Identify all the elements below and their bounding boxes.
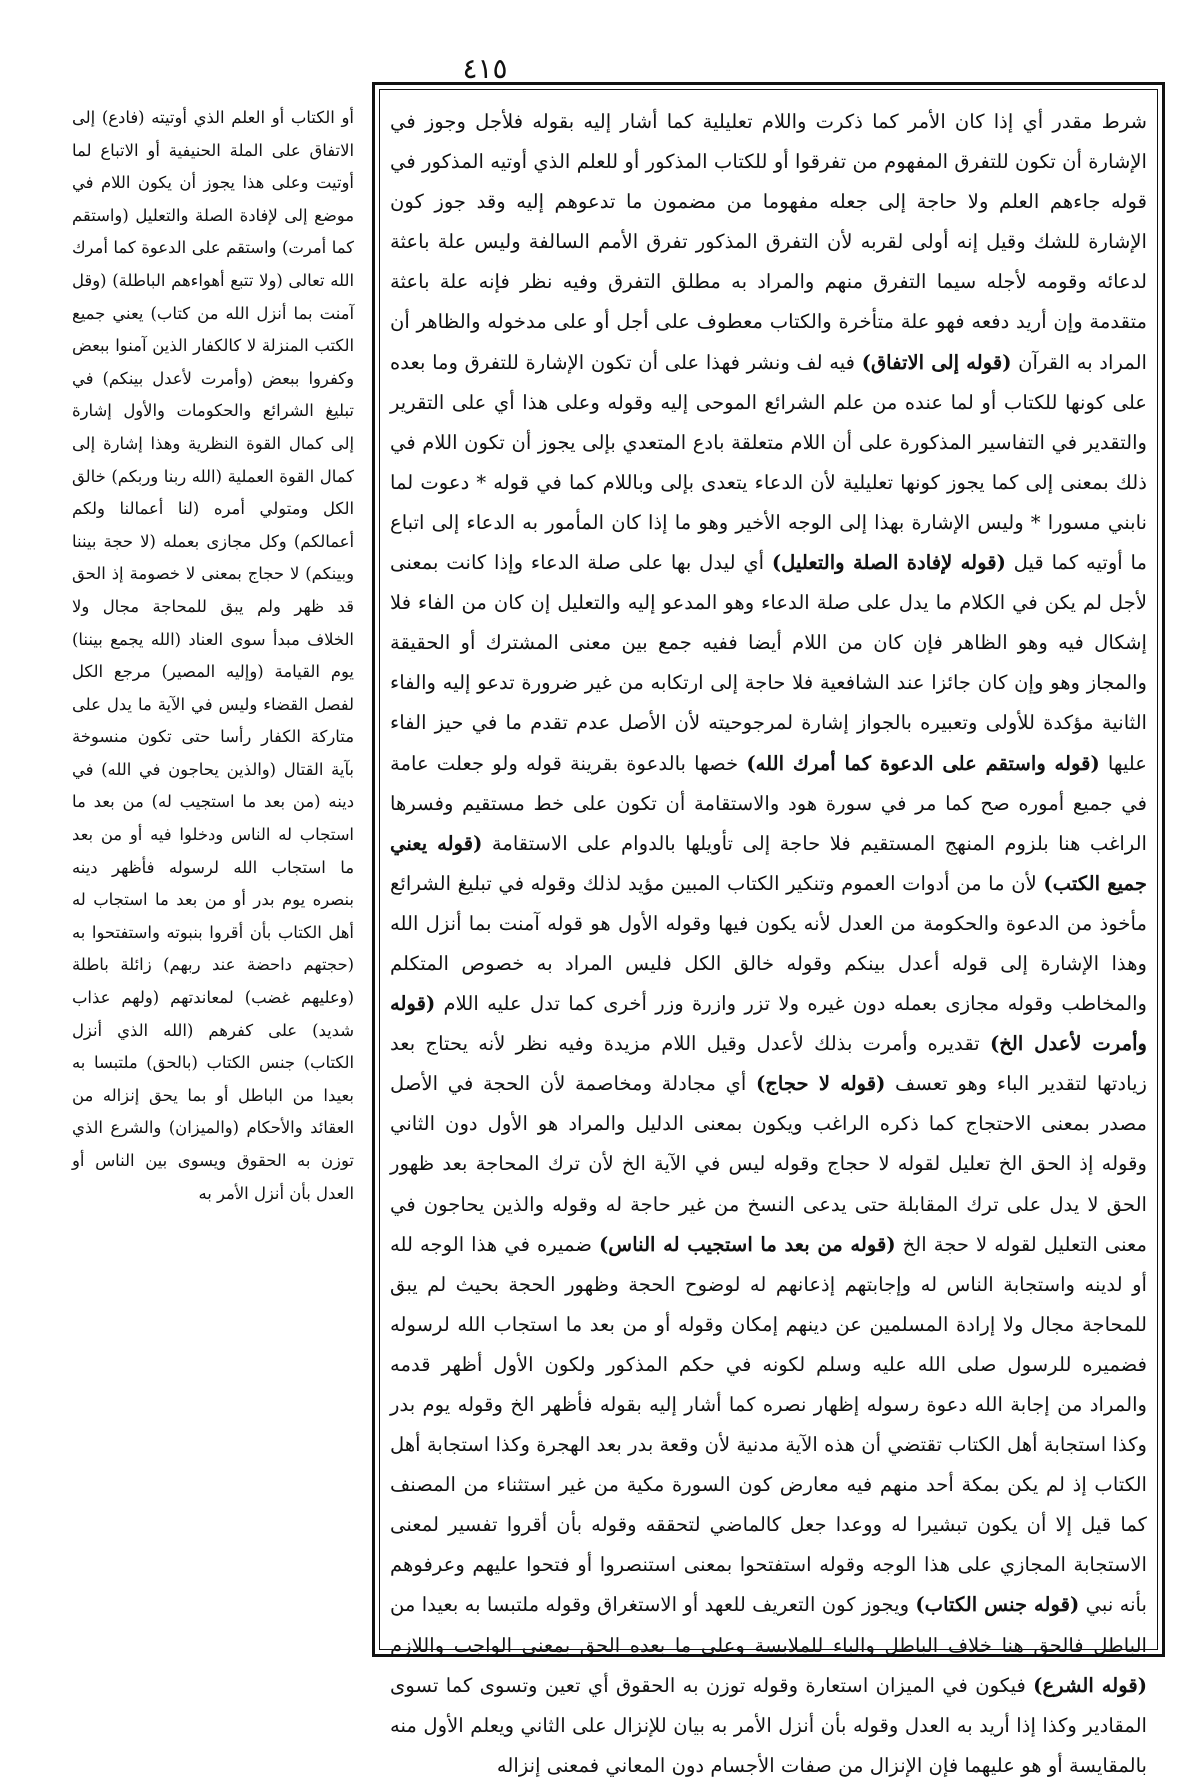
commentary-text: تقديره وأمرت بذلك لأعدل وقيل اللام مزيدة وفيه نظر لأنه يحتاج بعد زيادتها لتقدير الباء وهو تعسف: [390, 1032, 1148, 1096]
commentary-lemma: (قوله جنس الكتاب): [915, 1593, 1080, 1617]
commentary-lemma: (قوله لا حجاج): [755, 1072, 886, 1096]
commentary-text: خصها بالدعوة بقرينة قوله ولو جعلت عامة في جميع أموره صح كما مر في سورة هود والاستقامة أن تكون على خط مستقيم وفسرها الراغب هنا بلزوم المنهج المستقيم فلا حاجة إلى تأويلها بالدوام على الاستقامة: [390, 751, 1147, 855]
commentary-lemma: (قوله وأمرت لأعدل الخ): [390, 992, 1147, 1056]
main-text-frame: [372, 82, 1165, 1777]
commentary-text: أي مجادلة ومخاصمة لأن الحجة في الأصل مصدر بمعنى الاحتجاج كما ذكره الراغب ويكون بمعنى الدليل والمراد هو الأول دون الثاني وقوله إذ الحق الخ تعليل لقوله لا حجاج وقوله ليس في الآية الخ لأن ترك المحاجة بعد ظهور الحق لا يدل على ترك المقابلة حتى يدعى النسخ من غير حاجة له وقوله والذين يحاجون في معنى التعليل لقوله لا حجة الخ: [390, 1072, 1147, 1256]
commentary-lemma: (قوله الشرع): [1033, 1673, 1147, 1697]
commentary-text: فيه لف ونشر فهذا على أن تكون الإشارة للتفرق وما بعده على كونها للكتاب أو لما عنده من علم الشرائع الموحى إليه وقوله وعلى هذا أي على التقرير والتقدير في التفاسير المذكورة على أن اللام متعلقة بادع المتعدي بإلى يجوز أن تكون اللام في ذلك بمعنى إلى كما يجوز كونها تعليلية لأن الدعاء يتعدى بإلى وباللام كما في قوله * دعوت لما نابني مسورا * وليس الإشارة بهذا إلى الوجه الأخير وهو ما إذا كان المأمور به الدعاء إلى اتباع ما أوتيه كما قيل: [390, 350, 1147, 575]
margin-text: أو الكتاب أو العلم الذي أوتيته (فادع) إلى الاتفاق على الملة الحنيفية أو الاتباع لما أوتيت وعلى هذا يجوز أن يكون اللام في موضع إلى لإفادة الصلة والتعليل (واستقم كما أمرت) واستقم على الدعوة كما أمرك الله تعالى (ولا تتبع أهواءهم الباطلة) (وقل آمنت بما أنزل الله من كتاب) يعني جميع الكتب المنزلة لا كالكفار الذين آمنوا ببعض وكفروا ببعض (وأمرت لأعدل بينكم) في تبليغ الشرائع والحكومات والأول إشارة إلى كمال القوة النظرية وهذا إشارة إلى كمال القوة العملية (الله ربنا وربكم) خالق الكل ومتولي أمره (لنا أعمالنا ولكم أعمالكم) وكل مجازى بعمله (لا حجة بيننا وبينكم) لا حجاج بمعنى لا خصومة إذ الحق قد ظهر ولم يبق للمحاجة مجال ولا الخلاف مبدأ سوى العناد (الله يجمع بيننا) يوم القيامة (وإليه المصير) مرجع الكل لفصل القضاء وليس في الآية ما يدل على متاركة الكفار رأسا حتى تكون منسوخة بآية القتال (والذين يحاجون في الله) في دينه (من بعد ما استجيب له) من بعد ما استجاب له الناس ودخلوا فيه أو من بعد ما استجاب الله لرسوله فأظهر دينه بنصره يوم بدر أو من بعد ما استجاب له أهل الكتاب بأن أقروا بنبوته واستفتحوا به (حجتهم داحضة عند ربهم) زائلة باطلة (وعليهم غضب) لمعاندتهم (ولهم عذاب شديد) على كفرهم (الله الذي أنزل الكتاب) جنس الكتاب (بالحق) ملتبسا به بعيدا من الباطل أو بما يحق إنزاله من العقائد والأحكام (والميزان) والشرع الذي توزن به الحقوق ويسوى بين الناس أو العدل بأن أنزل الأمر به: [72, 108, 354, 1203]
commentary-text: لأن ما من أدوات العموم وتنكير الكتاب المبين مؤيد لذلك وقوله في تبليغ الشرائع مأخوذ من الدعوة والحكومة من العدل لأنه يكون فيها وقوله الأول هو قوله آمنت بما أنزل الله وهذا الإشارة إلى قوله أعدل بينكم وقوله خالق الكل فليس المراد به خصوص المتكلم والمخاطب وقوله مجازى بعمله دون غيره ولا تزر وازرة وزر أخرى كما تدل عليه اللام: [390, 871, 1147, 1016]
commentary-lemma: (قوله يعني جميع الكتب): [390, 831, 1147, 895]
commentary-text: فيكون في الميزان استعارة وقوله توزن به الحقوق أي تعين وتسوى كما تسوى المقادير وكذا إذا أريد به العدل وقوله بأن أنزل الأمر به بيان للإنزال على الثاني ويعلم الأول منه بالمقايسة أو هو عليهما فإن الإنزال من صفات الأجسام دون المعاني فمعنى إنزاله: [390, 1673, 1147, 1777]
commentary-lemma: (قوله إلى الاتفاق): [861, 350, 1012, 374]
page-number: ٤١٥: [462, 52, 508, 85]
commentary-lemma: (قوله من بعد ما استجيب له الناس): [599, 1232, 896, 1256]
commentary-text: أي ليدل بها على صلة الدعاء وإذا كانت بمعنى لأجل لم يكن في الكلام ما يدل على صلة الدعاء وهو المدعو إليه والتعليل إن كان من الفاء فلا إشكال فيه وهو الظاهر فإن كان من اللام أيضا ففيه جمع بين معنى المشترك أو الحقيقة والمجاز وهو وإن كان جائزا عند الشافعية فلا حاجة إلى ارتكابه من غير ضرورة تدعو إليه والفاء الثانية مؤكدة للأولى وتعبيره بالجواز إشارة لمرجوحيته لأن الأصل عدم تقدم ما في حيز الفاء عليها: [390, 551, 1147, 775]
main-paragraph: [390, 102, 1147, 1786]
commentary-text: شرط مقدر أي إذا كان الأمر كما ذكرت واللام تعليلية كما أشار إليه بقوله فلأجل وجوز في الإشارة أن تكون للتفرق المفهوم من تفرقوا أو للكتاب المذكور أو للعلم الذي أوتيه المذكور في قوله جاءهم العلم ولا حاجة إلى جعله مفهوما من مضمون ما تدعوهم إليه وقد جوز كون الإشارة للشك وقيل إنه أولى لقربه لأن التفرق المذكور تفرق الأمم السالفة وليس علة باعثة لدعائه وقومه لأجله سيما التفرق منهم والمراد به مطلق التفرق وفيه نظر فإنه علة باعثة متقدمة وإن أريد دفعه فهو علة متأخرة والكتاب معطوف على أجل أو على مدخوله والظاهر أن المراد به القرآن: [390, 110, 1148, 374]
commentary-text: ويجوز كون التعريف للعهد أو الاستغراق وقوله ملتبسا به بعيدا من الباطل فالحق هنا خلاف الباطل والباء للملابسة وعلى ما بعده الحق بمعنى الواجب واللازم: [390, 1593, 1147, 1657]
main-text-inner-border: [379, 89, 1158, 1777]
margin-commentary: [72, 102, 354, 1242]
commentary-lemma: (قوله واستقم على الدعوة كما أمرك الله): [746, 751, 1100, 775]
commentary-lemma: (قوله لإفادة الصلة والتعليل): [771, 551, 1006, 575]
commentary-text: ضميره في هذا الوجه لله أو لدينه واستجابة الناس له وإجابتهم إذعانهم له لوضوح الحجة وظهور الحجة بحيث لم يبق للمحاجة مجال ولا إرادة المسلمين عن دينهم إمكان وقوله أو من بعد ما استجاب الله لرسوله فضميره للرسول صلى الله عليه وسلم لكونه في حكم المذكور ولكون الأول أظهر قدمه والمراد من إجابة الله دعوة رسوله إظهار نصره كما أشار إليه بقوله فأظهر الخ وقوله يوم بدر وكذا استجابة أهل الكتاب تقتضي أن هذه الآية مدنية لأن وقعة بدر بعد الهجرة وكذا استجابة أهل الكتاب إذ لم يكن بمكة أحد منهم فيه معارض كون السورة مكية من غير استثناء من المصنف كما قيل إلا أن يكون تبشيرا له ووعدا جعل كالماضي لتحققه وقوله بأن أقروا تفسير لمعنى الاستجابة المجازي على هذا الوجه وقوله استفتحوا بمعنى استنصروا أو فتحوا عليهم وعرفوهم بأنه نبي: [390, 1232, 1147, 1617]
main-commentary: [390, 102, 1147, 1786]
